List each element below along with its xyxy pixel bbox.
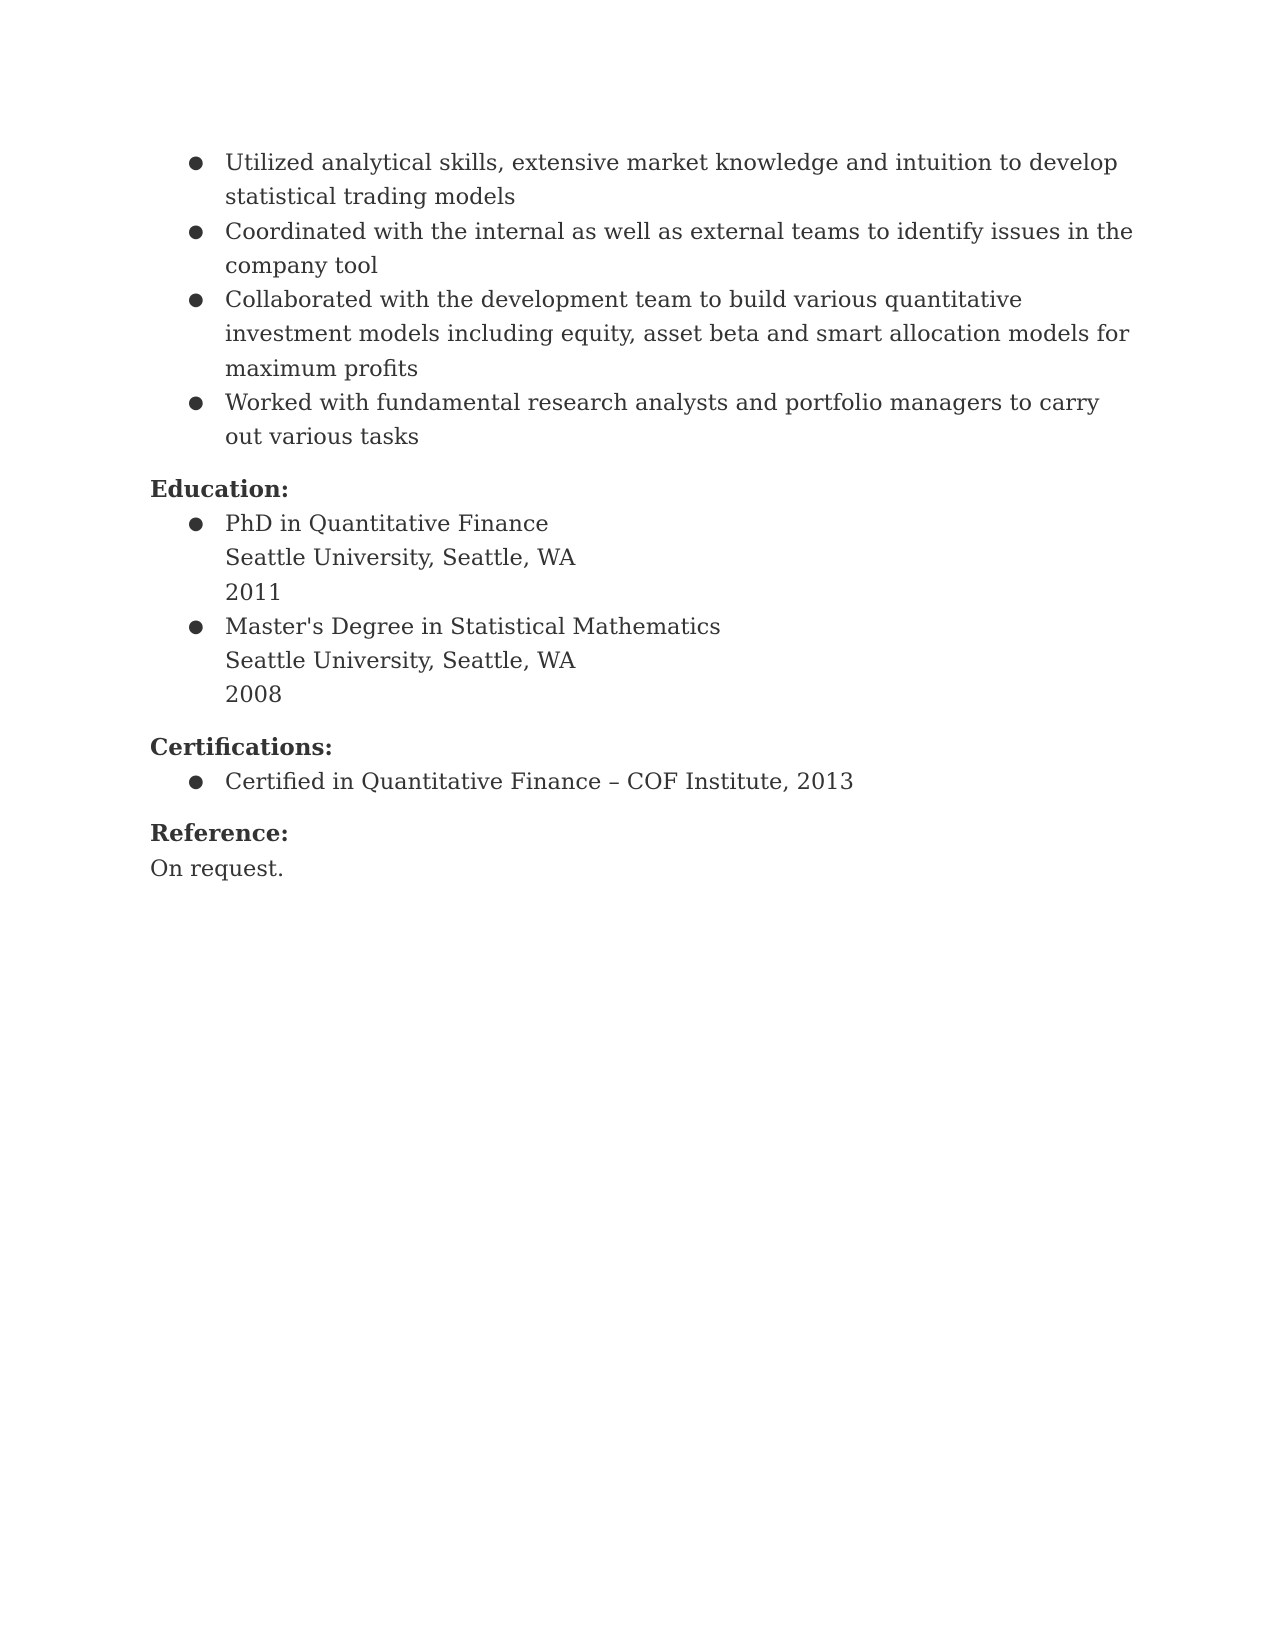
bullet-icon: ●: [188, 289, 204, 311]
list-item: [150, 610, 1140, 713]
list-item: [150, 146, 1140, 215]
list-item: [150, 386, 1140, 455]
resume-content: [150, 146, 1140, 886]
education-school: Seattle University, Seattle, WA: [225, 545, 576, 572]
list-item: [150, 507, 1140, 610]
experience-bullet-text: Collaborated with the development team to build various quantitative investment models including equity, asset beta and smart allocation models for maximum profits: [225, 287, 1130, 382]
experience-bullet-text: Worked with fundamental research analysts and portfolio managers to carry out various tasks: [225, 390, 1100, 451]
bullet-icon: ●: [188, 512, 204, 534]
list-item: [150, 765, 1140, 799]
reference-heading: Reference:: [150, 820, 289, 848]
education-list: [150, 507, 1140, 713]
bullet-icon: ●: [188, 392, 204, 414]
bullet-icon: ●: [188, 152, 204, 173]
bullet-icon: ●: [188, 771, 204, 793]
experience-bullet-text: Utilized analytical skills, extensive market knowledge and intuition to develop statistical trading models: [225, 150, 1118, 211]
certifications-list: [150, 765, 1140, 799]
education-year: 2011: [225, 579, 283, 606]
experience-bullet-text: Coordinated with the internal as well as external teams to identify issues in the company tool: [225, 218, 1134, 279]
education-degree: Master's Degree in Statistical Mathematics: [225, 613, 721, 640]
education-school: Seattle University, Seattle, WA: [225, 648, 576, 675]
certification-text: Certified in Quantitative Finance – COF Institute, 2013: [225, 769, 854, 796]
experience-bullet-list: [150, 146, 1140, 455]
education-year: 2008: [225, 682, 283, 709]
education-heading: Education:: [150, 475, 290, 503]
reference-text: On request.: [150, 855, 285, 882]
list-item: [150, 283, 1140, 386]
education-degree: PhD in Quantitative Finance: [225, 510, 549, 537]
bullet-icon: ●: [188, 220, 204, 242]
certifications-heading: Certifications:: [150, 733, 333, 761]
bullet-icon: ●: [188, 615, 204, 637]
list-item: [150, 215, 1140, 284]
